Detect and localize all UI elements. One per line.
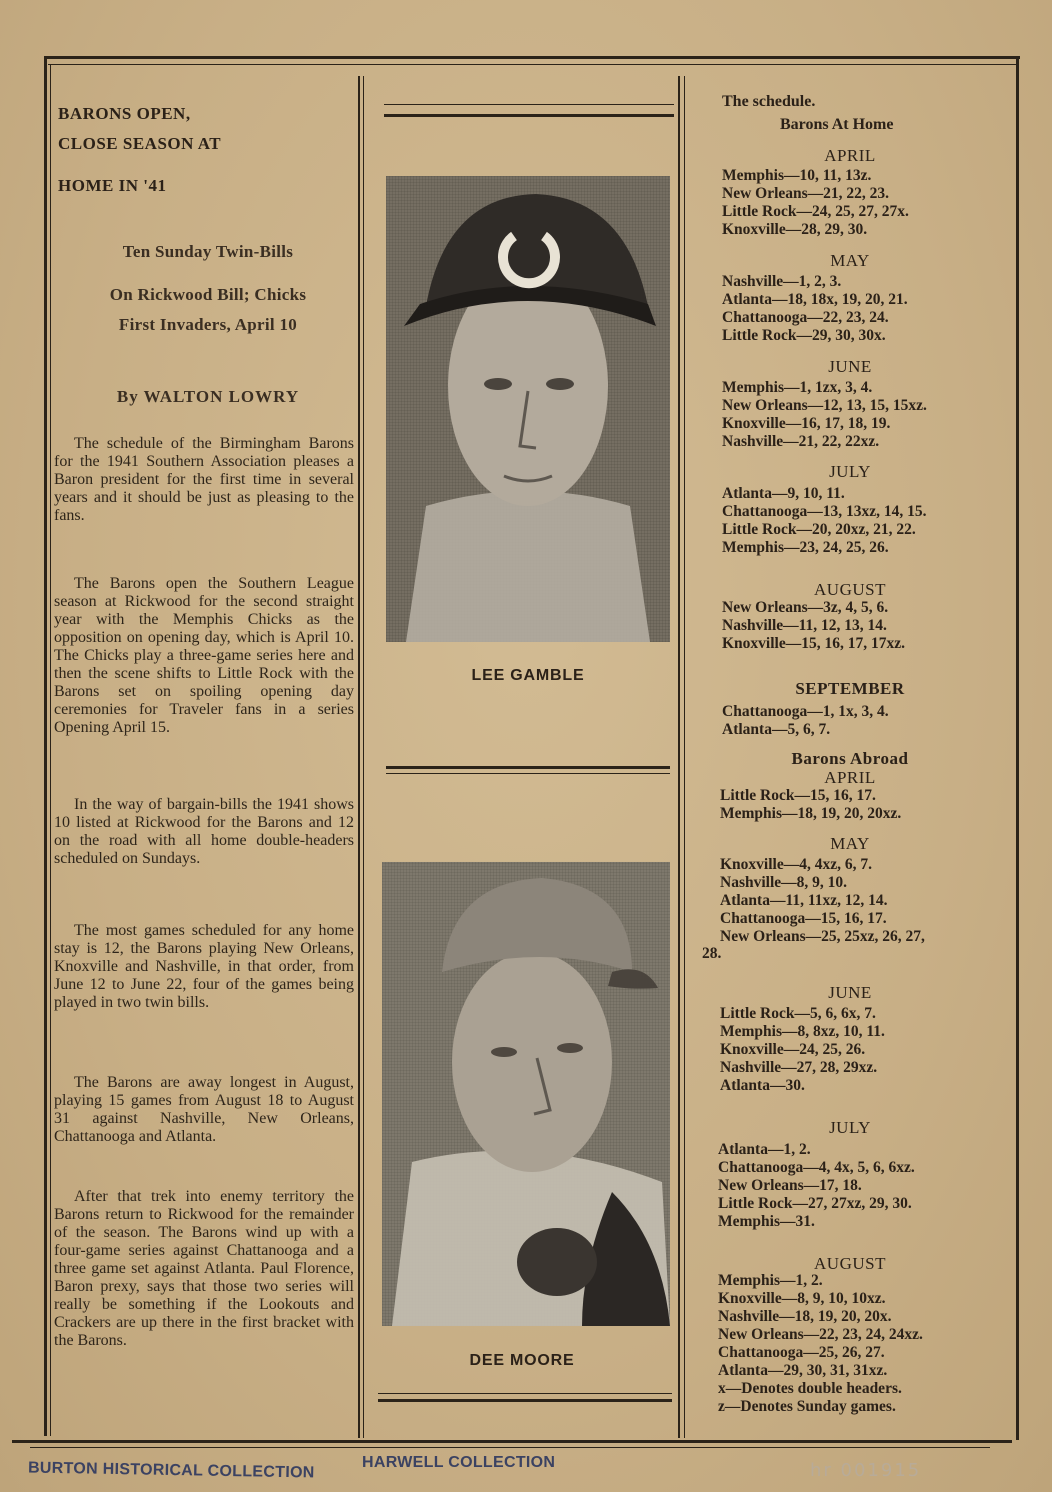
schedule-line: Knoxville—15, 16, 17, 17xz. [722,635,905,652]
photo-top-rule [384,104,674,105]
home-month-june: JUNE [828,357,872,376]
abroad-month-july: JULY [829,1118,871,1137]
column-rule-left [358,76,360,1438]
schedule-line: Chattanooga—22, 23, 24. [722,309,889,326]
schedule-line: New Orleans—25, 25xz, 26, 27, [720,928,925,945]
home-heading: Barons At Home [780,116,894,133]
home-month-may: MAY [830,251,870,270]
catalog-number-note: hr 001915 [810,1460,922,1481]
portrait-illustration [382,862,670,1326]
schedule-line: Memphis—23, 24, 25, 26. [722,539,889,556]
headline-line-1: BARONS OPEN, [58,104,191,123]
abroad-month-june: JUNE [828,983,872,1002]
bottom-border-rule [12,1440,1012,1443]
schedule-line: Knoxville—4, 4xz, 6, 7. [720,856,872,873]
abroad-month-april: APRIL [824,768,876,787]
article-paragraph-2: The Barons open the Southern League season at Rickwood for the second straight year with the Memphis Chicks as the opposition on opening day, which is April 10. The Chicks play a three-game series here and then the scene shifts to Little Rock with the Barons set on spoiling opening day ceremonies for Traveler fans in a series Opening April 15. [54,575,354,736]
home-month-april: APRIL [824,146,876,165]
left-border-rule [44,56,47,1436]
abroad-heading: Barons Abroad [791,749,909,768]
schedule-line: Chattanooga—1, 1x, 3, 4. [722,703,889,720]
schedule-line: New Orleans—17, 18. [718,1177,862,1194]
photo-mid-rule-thick [386,766,670,769]
lee-gamble-photo [386,176,670,642]
schedule-line: Nashville—1, 2, 3. [722,273,842,290]
schedule-line: Little Rock—15, 16, 17. [720,787,876,804]
schedule-line: Nashville—27, 28, 29xz. [720,1059,878,1076]
home-month-july: JULY [829,462,871,481]
portrait-illustration [386,176,670,642]
harwell-collection-stamp: HARWELL COLLECTION [362,1454,556,1471]
column-rule-right [678,76,680,1438]
schedule-line: Memphis—10, 11, 13z. [722,167,872,184]
dee-moore-caption: DEE MOORE [469,1352,575,1369]
abroad-month-may: MAY [830,834,870,853]
top-border-rule-thin [48,64,1016,65]
schedule-line: New Orleans—12, 13, 15, 15xz. [722,397,927,414]
schedule-line: Chattanooga—4, 4x, 5, 6, 6xz. [718,1159,915,1176]
schedule-line: Nashville—18, 19, 20, 20x. [718,1308,892,1325]
schedule-line: Little Rock—24, 25, 27, 27x. [722,203,909,220]
schedule-line: Little Rock—20, 20xz, 21, 22. [722,521,916,538]
left-border-rule-inner [50,64,51,1436]
schedule-line: Memphis—1, 1zx, 3, 4. [722,379,873,396]
schedule-line: New Orleans—3z, 4, 5, 6. [722,599,889,616]
home-month-august: AUGUST [814,580,886,599]
schedule-line: Knoxville—16, 17, 18, 19. [722,415,891,432]
article-paragraph-1: The schedule of the Birmingham Barons for the 1941 Southern Association pleases a Baron president for the first time in several years and it should be just as pleasing to the fans. [54,435,354,524]
schedule-line: Chattanooga—13, 13xz, 14, 15. [722,503,927,520]
schedule-line: Chattanooga—25, 26, 27. [718,1344,885,1361]
schedule-line: Little Rock—27, 27xz, 29, 30. [718,1195,912,1212]
schedule-line: New Orleans—22, 23, 24, 24xz. [718,1326,923,1343]
schedule-line: Knoxville—24, 25, 26. [720,1041,866,1058]
schedule-line: Memphis—31. [718,1213,815,1230]
schedule-line: Knoxville—8, 9, 10, 10xz. [718,1290,886,1307]
schedule-line: Atlanta—29, 30, 31, 31xz. [718,1362,888,1379]
schedule-line: Atlanta—30. [720,1077,805,1094]
dee-moore-photo [382,862,670,1326]
deck-line-2: On Rickwood Bill; Chicks [109,285,307,304]
deck-line-1: Ten Sunday Twin-Bills [122,242,294,261]
schedule-line: Memphis—8, 8xz, 10, 11. [720,1023,885,1040]
photo-mid-rule [386,773,670,774]
photo-bottom-rule [378,1393,672,1394]
schedule-line: Little Rock—5, 6, 6x, 7. [720,1005,876,1022]
schedule-line: Nashville—8, 9, 10. [720,874,848,891]
right-border-rule [1016,56,1019,1440]
photo-bottom-rule-thick [378,1399,672,1402]
article-paragraph-3: In the way of bargain-bills the 1941 shows 10 listed at Rickwood for the Barons and 12 on the road with all home double-headers scheduled on Sundays. [54,796,354,867]
deck-line-3: First Invaders, April 10 [118,315,298,334]
top-border-rule [44,56,1020,59]
column-rule-left-2 [363,76,364,1438]
abroad-month-august: AUGUST [814,1254,886,1273]
schedule-line: Knoxville—28, 29, 30. [722,221,868,238]
schedule-line: Atlanta—9, 10, 11. [722,485,845,502]
schedule-line: Nashville—11, 12, 13, 14. [722,617,887,634]
schedule-line: Memphis—1, 2. [718,1272,823,1289]
photo-top-rule-thick [384,114,674,117]
schedule-line: Atlanta—18, 18x, 19, 20, 21. [722,291,908,308]
headline-line-2: CLOSE SEASON AT [58,134,222,153]
schedule-line: Little Rock—29, 30, 30x. [722,327,886,344]
schedule-line: Atlanta—1, 2. [718,1141,811,1158]
article-paragraph-6: After that trek into enemy territory the Barons return to Rickwood for the remainder of the season. The Barons wind up with a four-game series against Chattanooga and a three game set against Atlanta. Paul Florence, Baron prexy, says that those two series will really be something if the Lookouts and Crackers are up there in the first bracket with the Barons. [54,1188,354,1349]
schedule-title: The schedule. [722,93,816,110]
byline: By WALTON LOWRY [116,387,300,406]
schedule-line: Memphis—18, 19, 20, 20xz. [720,805,902,822]
schedule-line: Atlanta—5, 6, 7. [722,721,831,738]
schedule-line: Nashville—21, 22, 22xz. [722,433,880,450]
headline-line-3: HOME IN '41 [58,176,167,195]
schedule-line: New Orleans—21, 22, 23. [722,185,890,202]
schedule-line: Chattanooga—15, 16, 17. [720,910,887,927]
bottom-border-rule-thin [30,1447,990,1448]
article-paragraph-4: The most games scheduled for any home stay is 12, the Barons playing New Orleans, Knoxville and Nashville, in that order, from June 12 to June 22, four of the games being played in two twin bills. [54,922,354,1011]
schedule-line: Atlanta—11, 11xz, 12, 14. [720,892,888,909]
schedule-footnote-x: x—Denotes double headers. [718,1380,902,1397]
home-month-september: SEPTEMBER [795,679,905,698]
lee-gamble-caption: LEE GAMBLE [471,667,585,684]
schedule-footnote-z: z—Denotes Sunday games. [718,1398,896,1415]
column-rule-right-2 [684,76,685,1438]
schedule-line: 28. [702,945,722,962]
burton-collection-stamp: BURTON HISTORICAL COLLECTION [27,1459,315,1482]
article-paragraph-5: The Barons are away longest in August, playing 15 games from August 18 to August 31 against Nashville, New Orleans, Chattanooga and Atlanta. [54,1074,354,1145]
